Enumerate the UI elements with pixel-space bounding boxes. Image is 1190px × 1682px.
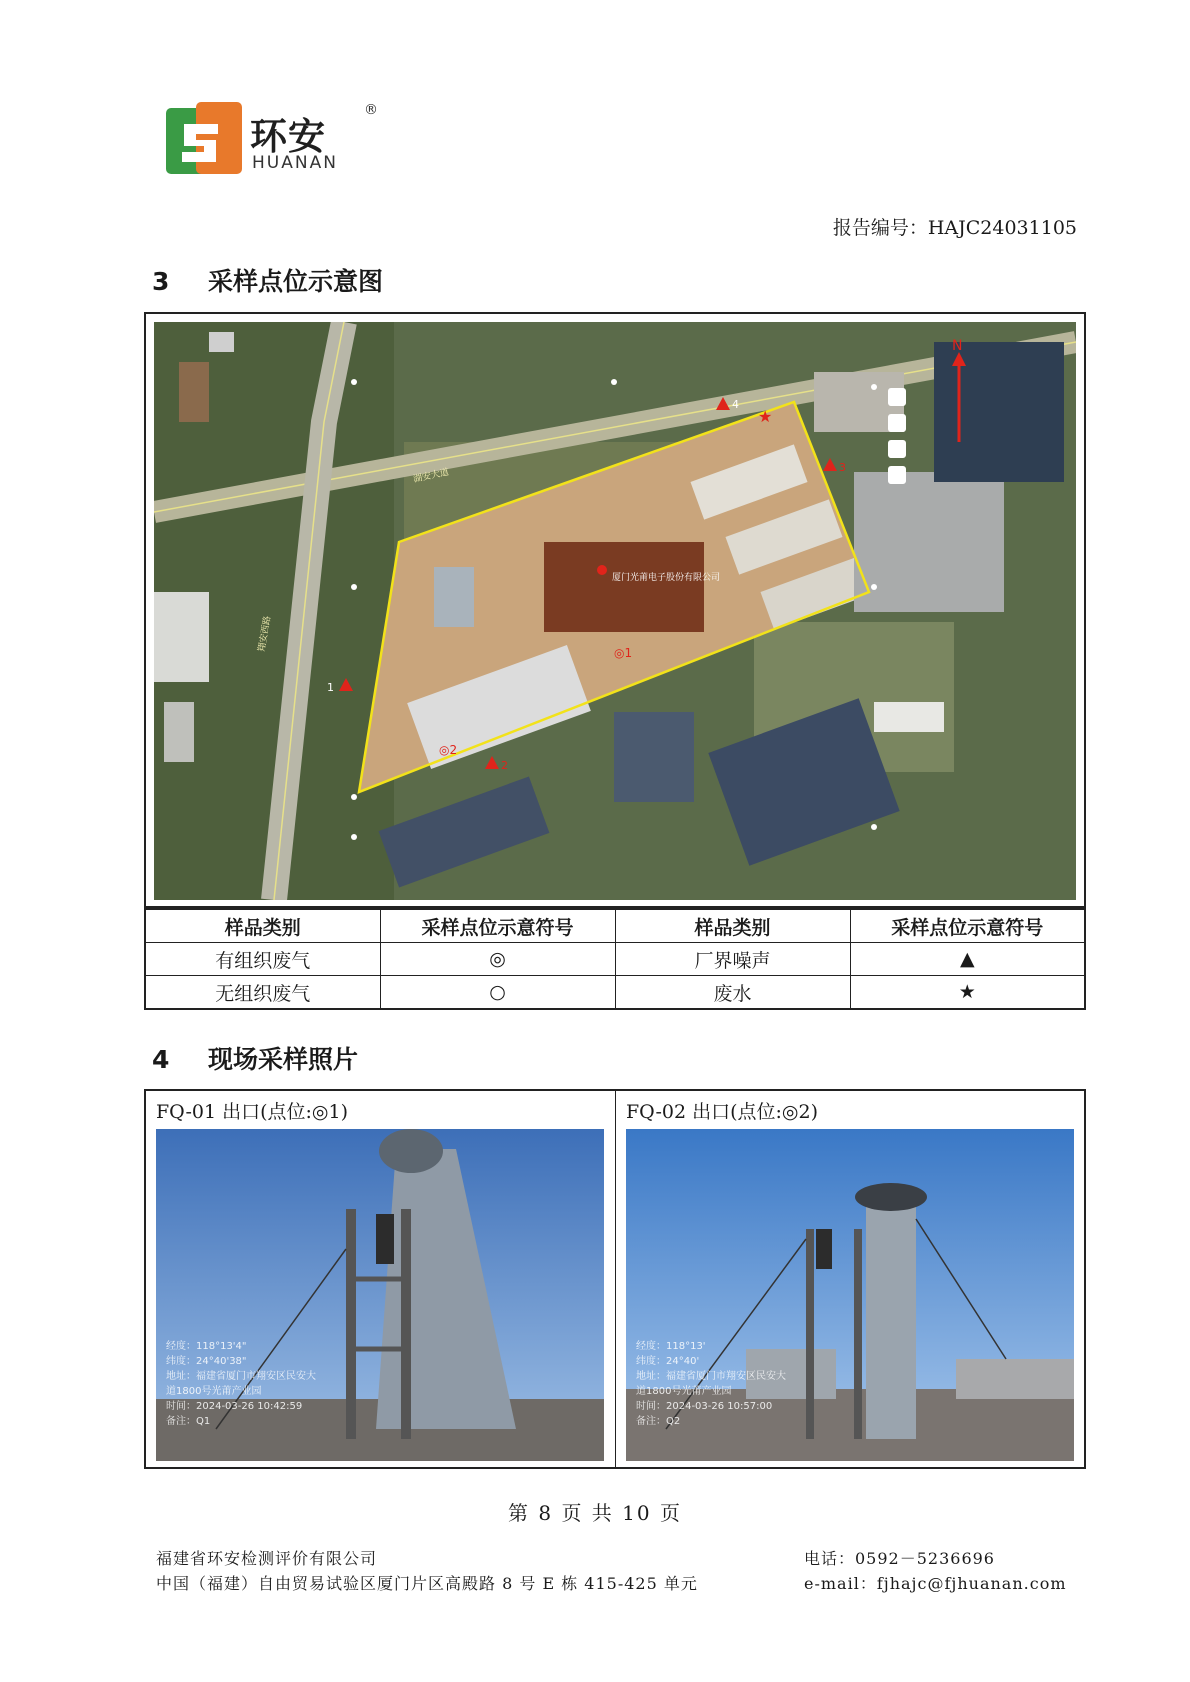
sample-type: 废水 bbox=[615, 976, 850, 1010]
layer-icon[interactable] bbox=[888, 414, 906, 432]
logo-text-cn: 环安 bbox=[250, 115, 326, 158]
stamp-line: 地址：福建省厦门市翔安区民安大 bbox=[636, 1371, 786, 1382]
stack-label-2: ◎2 bbox=[439, 743, 458, 757]
footer-email: e-mail：fjhajc@fjhuanan.com bbox=[804, 1574, 1067, 1593]
symbol: ★ bbox=[850, 976, 1085, 1010]
wastewater-star-icon: ★ bbox=[758, 407, 773, 426]
camera-icon[interactable] bbox=[888, 440, 906, 458]
page-number: 第 8 页 共 10 页 bbox=[508, 1501, 682, 1525]
legend-header-row bbox=[145, 909, 1085, 943]
photo-watermark bbox=[166, 1339, 316, 1429]
point-label: 3 bbox=[839, 461, 846, 474]
legend-row bbox=[145, 976, 1085, 1010]
stamp-line: 经度：118°13' bbox=[636, 1341, 706, 1352]
stamp-line: 纬度：24°40'38" bbox=[166, 1356, 247, 1367]
stamp-line: 经度：118°13'4" bbox=[166, 1341, 247, 1352]
stamp-line: 时间：2024-03-26 10:57:00 bbox=[636, 1401, 773, 1412]
photo-panel bbox=[144, 1089, 1086, 1469]
stamp-line: 备注：Q1 bbox=[166, 1416, 211, 1427]
stamp-line: 时间：2024-03-26 10:42:59 bbox=[166, 1401, 303, 1412]
section-number: 3 bbox=[152, 267, 170, 296]
footer-phone: 电话：0592－5236696 bbox=[804, 1549, 995, 1568]
footer-company: 福建省环安检测评价有限公司 bbox=[156, 1549, 378, 1568]
photo-cell bbox=[146, 1091, 616, 1467]
registered-mark: ® bbox=[364, 102, 378, 118]
footer-address: 中国（福建）自由贸易试验区厦门片区高殿路 8 号 E 栋 415-425 单元 bbox=[156, 1574, 698, 1593]
legend-table bbox=[144, 908, 1086, 1010]
symbol: ▲ bbox=[850, 943, 1085, 976]
header-cell: 样品类别 bbox=[145, 909, 380, 943]
point-label: 2 bbox=[501, 759, 508, 772]
photo-caption: FQ-01 出口(点位:◎1) bbox=[156, 1101, 348, 1123]
road-label-1: 湖安大道 bbox=[412, 467, 450, 485]
section-title: 采样点位示意图 bbox=[208, 267, 384, 296]
huanan-logo-icon bbox=[166, 102, 242, 178]
road-label-2: 翔安西路 bbox=[257, 615, 274, 653]
section-4-heading bbox=[152, 1040, 358, 1076]
company-logo bbox=[166, 102, 376, 182]
section-3-heading bbox=[152, 262, 383, 298]
screen-icon[interactable] bbox=[888, 466, 906, 484]
point-label: 1 bbox=[327, 681, 334, 694]
logo-text-en: HUANAN bbox=[252, 153, 338, 173]
stamp-line: 备注：Q2 bbox=[636, 1416, 681, 1427]
stack-label-1: ◎1 bbox=[614, 646, 633, 660]
section-title: 现场采样照片 bbox=[208, 1045, 359, 1074]
site-pin-icon bbox=[597, 565, 607, 575]
stamp-line: 道1800号光莆产业园 bbox=[166, 1386, 262, 1397]
photo-cell bbox=[616, 1091, 1085, 1467]
symbol: ○ bbox=[380, 976, 615, 1010]
stamp-line: 道1800号光莆产业园 bbox=[636, 1386, 732, 1397]
sample-type: 有组织废气 bbox=[145, 943, 380, 976]
stamp-line: 纬度：24°40' bbox=[636, 1356, 700, 1367]
photo-watermark bbox=[636, 1339, 786, 1429]
svg-text:N: N bbox=[952, 338, 963, 354]
section-number: 4 bbox=[152, 1045, 170, 1074]
sample-type: 无组织废气 bbox=[145, 976, 380, 1010]
report-number: 报告编号：HAJC24031105 bbox=[832, 217, 1077, 239]
legend-row bbox=[145, 943, 1085, 976]
zoom-out-icon[interactable] bbox=[888, 388, 906, 406]
symbol: ◎ bbox=[380, 943, 615, 976]
sampling-map bbox=[144, 312, 1086, 908]
header-cell: 样品类别 bbox=[615, 909, 850, 943]
stamp-line: 地址：福建省厦门市翔安区民安大 bbox=[166, 1371, 316, 1382]
point-label: 4 bbox=[732, 398, 739, 411]
site-label: 厦门光莆电子股份有限公司 bbox=[612, 573, 721, 583]
satellite-image bbox=[154, 322, 1076, 900]
header-cell: 采样点位示意符号 bbox=[380, 909, 615, 943]
header-cell: 采样点位示意符号 bbox=[850, 909, 1085, 943]
photo-caption: FQ-02 出口(点位:◎2) bbox=[626, 1101, 818, 1123]
sample-type: 厂界噪声 bbox=[615, 943, 850, 976]
